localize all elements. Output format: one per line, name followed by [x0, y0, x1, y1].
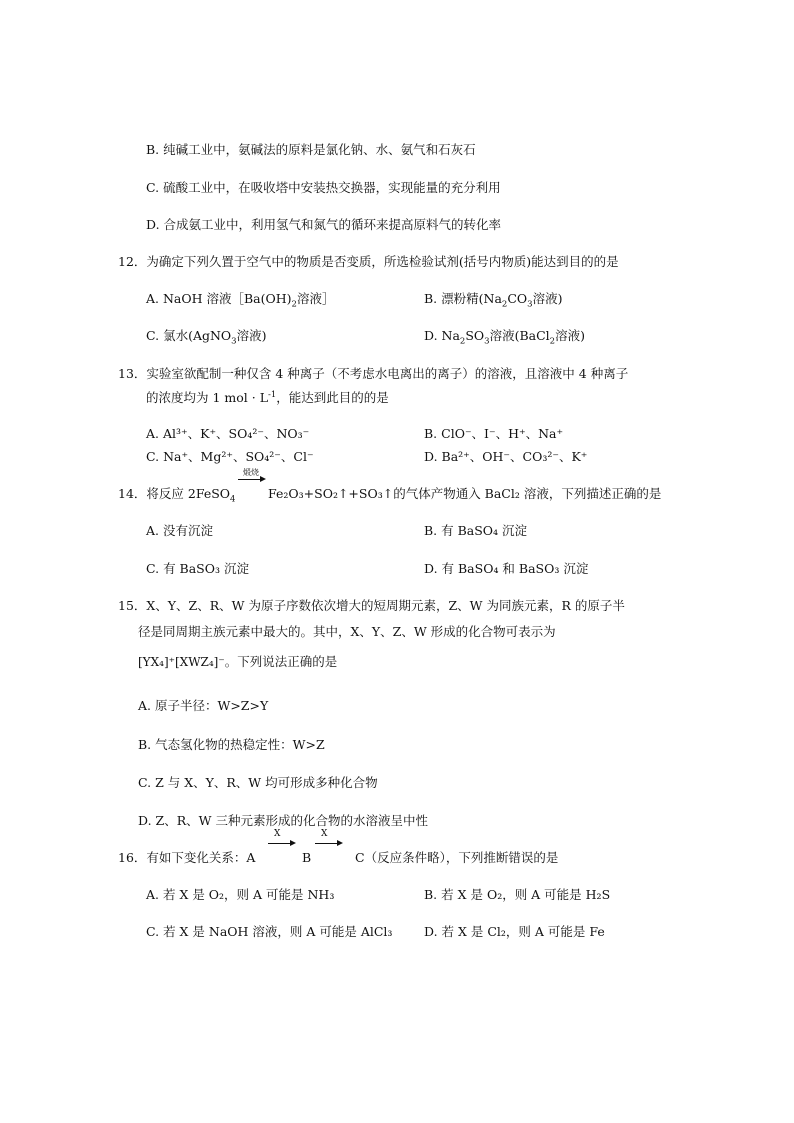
- q16-intermediate-b: B: [302, 850, 312, 865]
- q13-stem-line2: 的浓度均为 1 mol · $L^{-1}$，能达到此目的的是: [146, 389, 389, 405]
- q12-option-c: C. 氯水(AgNO$_3$溶液): [146, 328, 267, 347]
- q11-option-d: D. 合成氨工业中，利用氢气和氮气的循环来提高原料气的转化率: [146, 217, 502, 232]
- q14-stem-rest: Fe₂O₃+SO₂↑+SO₃↑的气体产物通入 BaCl₂ 溶液，下列描述正确的是: [268, 486, 662, 501]
- q13-option-b: B. ClO⁻、I⁻、H⁺、Na⁺: [424, 426, 564, 441]
- q16-option-b: B. 若 X 是 O₂，则 A 可能是 H₂S: [424, 887, 611, 902]
- q15-stem-line2: 径是同周期主族元素中最大的。其中，X、Y、Z、W 形成的化合物可表示为: [138, 624, 556, 639]
- q12-option-a: A. NaOH 溶液$[Ba(OH)_2$溶液］: [146, 291, 335, 310]
- q11-option-c: C. 硫酸工业中，在吸收塔中安装热交换器，实现能量的充分利用: [146, 180, 501, 195]
- q12-stem: 12．为确定下列久置于空气中的物质是否变质，所选检验试剂(括号内物质)能达到目的的是: [118, 254, 619, 269]
- q15-stem-line1: 15．X、Y、Z、R、W 为原子序数依次增大的短周期元素，Z、W 为同族元素，R 的原子半: [118, 598, 625, 613]
- q16-stem-rest: C（反应条件略），下列推断错误的是: [355, 850, 559, 865]
- q16-arrow1: [268, 843, 292, 844]
- q15-stem-line3: [YX₄]⁺[XWZ₄]⁻。下列说法正确的是: [138, 654, 338, 669]
- q11-option-b: B. 纯碱工业中，氨碱法的原料是氯化钠、水、氨气和石灰石: [146, 142, 476, 157]
- q15-option-a: A. 原子半径：W>Z>Y: [138, 698, 269, 713]
- q14-option-b: B. 有 BaSO₄ 沉淀: [424, 523, 528, 538]
- q15-option-d: D. Z、R、W 三种元素形成的化合物的水溶液呈中性: [138, 813, 428, 828]
- q14-reaction-arrow: [238, 479, 262, 480]
- q14-arrow-head: [260, 476, 266, 482]
- q14-option-a: A. 没有沉淀: [146, 523, 213, 538]
- q15-option-b: B. 气态氢化物的热稳定性：W>Z: [138, 737, 325, 752]
- q16-option-d: D. 若 X 是 Cl₂，则 A 可能是 Fe: [424, 924, 605, 939]
- q16-arrow2-label: X: [321, 829, 328, 839]
- q16-arrow2-head: [337, 840, 343, 846]
- q14-option-d: D. 有 BaSO₄ 和 BaSO₃ 沉淀: [424, 561, 589, 576]
- q15-option-c: C. Z 与 X、Y、R、W 均可形成多种化合物: [138, 775, 378, 790]
- q13-option-c: C. Na⁺、Mg²⁺、SO₄²⁻、Cl⁻: [146, 449, 314, 464]
- q15-formula: [YX₄]⁺[XWZ₄]⁻: [138, 655, 225, 669]
- q14-arrow-label: 煅烧: [243, 468, 259, 477]
- q14-option-c: C. 有 BaSO₃ 沉淀: [146, 561, 249, 576]
- q16-arrow1-label: X: [274, 829, 281, 839]
- q16-option-a: A. 若 X 是 O₂，则 A 可能是 NH₃: [146, 887, 335, 902]
- q13-option-a: A. Al³⁺、K⁺、SO₄²⁻、NO₃⁻: [146, 426, 310, 441]
- q12-option-b: B. 漂粉精($Na_2CO_3$溶液): [424, 291, 563, 310]
- q12-option-d: D. $Na_2SO_3$溶液(BaCl$_2$溶液): [424, 328, 585, 347]
- q16-stem-start: 16．有如下变化关系：A: [118, 850, 256, 865]
- q13-stem-line1: 13．实验室欲配制一种仅含 4 种离子（不考虑水电离出的离子）的溶液，且溶液中 4 种离子: [118, 366, 629, 381]
- q16-arrow2: [315, 843, 339, 844]
- q14-stem-start: 14．将反应 2FeSO$_4$: [118, 486, 236, 505]
- q16-option-c: C. 若 X 是 NaOH 溶液，则 A 可能是 AlCl₃: [146, 924, 393, 939]
- q16-arrow1-head: [290, 840, 296, 846]
- q13-option-d: D. Ba²⁺、OH⁻、CO₃²⁻、K⁺: [424, 449, 588, 464]
